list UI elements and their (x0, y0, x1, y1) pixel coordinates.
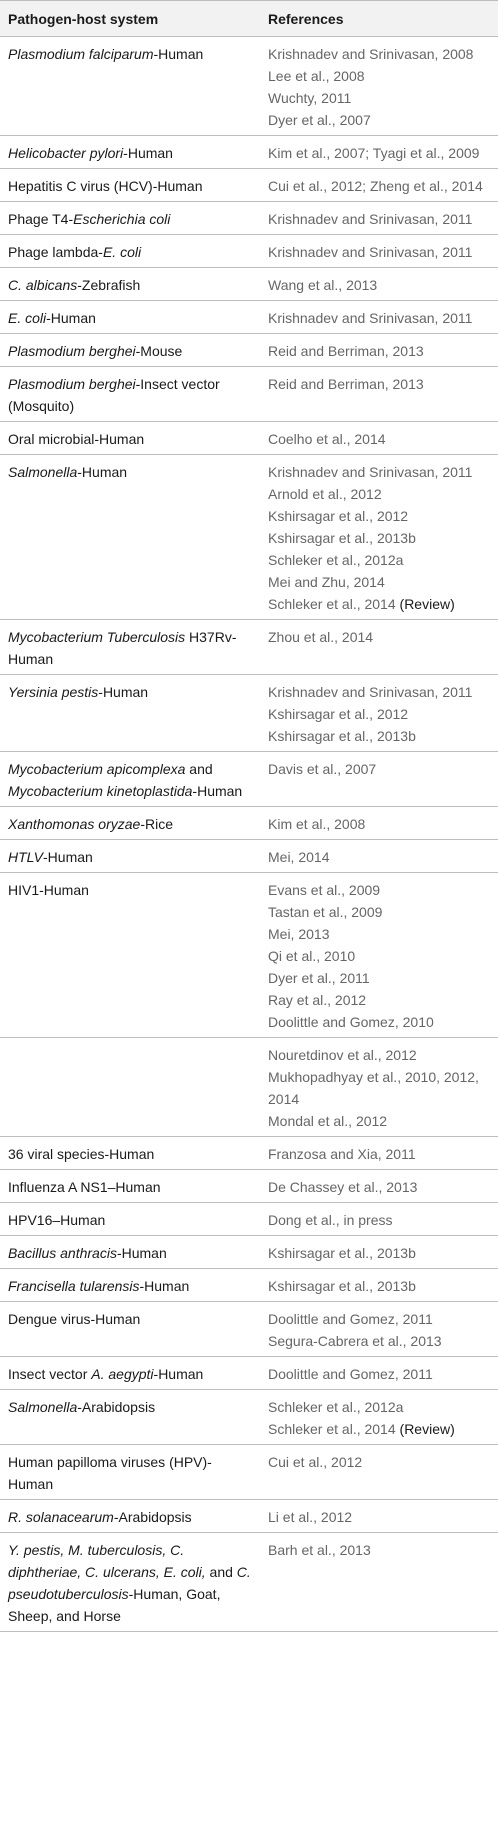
reference-link[interactable]: Kshirsagar et al., 2013b (268, 1245, 416, 1261)
references-cell (260, 268, 498, 301)
table-row (0, 1137, 498, 1170)
pathogen-host-cell (0, 455, 260, 620)
references-cell (260, 1302, 498, 1357)
references-cell (260, 235, 498, 268)
table-row (0, 235, 498, 268)
references-cell (260, 1269, 498, 1302)
reference-link[interactable]: Krishnadev and Srinivasan, 2011 (268, 211, 473, 227)
references-cell (260, 620, 498, 675)
reference-link[interactable]: Arnold et al., 2012 (268, 486, 382, 502)
species-name: E. coli (102, 244, 142, 260)
table-row (0, 1203, 498, 1236)
species-name: Yersinia pestis (8, 684, 99, 700)
reference-link[interactable]: Barh et al., 2013 (268, 1542, 371, 1558)
reference-link[interactable]: Evans et al., 2009 (268, 882, 381, 898)
pathogen-host-cell (0, 235, 260, 268)
references-cell (260, 873, 498, 1038)
host-text: -Mouse (135, 343, 183, 359)
table-row (0, 301, 498, 334)
table-row (0, 334, 498, 367)
host-text: -Human (153, 1366, 204, 1382)
pathogen-host-cell (0, 1500, 260, 1533)
pathogen-host-cell (0, 840, 260, 873)
pathogen-host-cell (0, 1236, 260, 1269)
reference-link[interactable]: Coelho et al., 2014 (268, 431, 386, 447)
table-row (0, 1302, 498, 1357)
species-name: C. albicans (8, 277, 78, 293)
reference-link[interactable]: Krishnadev and Srinivasan, 2011 (268, 684, 473, 700)
reference-link[interactable]: Doolittle and Gomez, 2011 (268, 1311, 433, 1327)
host-text: Human papilloma viruses (HPV)-Human (8, 1454, 212, 1492)
host-text: Insect vector (8, 1366, 92, 1382)
reference-link[interactable]: Kshirsagar et al., 2012 (268, 508, 409, 524)
reference-link[interactable]: Mei and Zhu, 2014 (268, 574, 385, 590)
table-row (0, 752, 498, 807)
table-row (0, 1533, 498, 1632)
table-row (0, 675, 498, 752)
references-cell (260, 1390, 498, 1445)
references-cell (260, 367, 498, 422)
reference-link[interactable]: Doolittle and Gomez, 2011 (268, 1366, 433, 1382)
references-cell (260, 1137, 498, 1170)
pathogen-host-cell (0, 1445, 260, 1500)
references-cell (260, 455, 498, 620)
table-row (0, 367, 498, 422)
table-row (0, 807, 498, 840)
reference-link[interactable]: Kshirsagar et al., 2013b (268, 530, 416, 546)
references-cell (260, 202, 498, 235)
reference-link[interactable]: Schleker et al., 2012a (268, 1399, 404, 1415)
species-name: Plasmodium falciparum (8, 46, 154, 62)
reference-link[interactable]: Krishnadev and Srinivasan, 2011 (268, 310, 473, 326)
pathogen-host-cell (0, 675, 260, 752)
reference-link[interactable]: Segura-Cabrera et al., 2013 (268, 1333, 442, 1349)
reference-link[interactable]: Reid and Berriman, 2013 (268, 376, 424, 392)
references-cell (260, 169, 498, 202)
table-row (0, 268, 498, 301)
host-text: Influenza A NS1–Human (8, 1179, 161, 1195)
host-text: -Rice (140, 816, 173, 832)
host-text: -Arabidopsis (113, 1509, 192, 1525)
review-note: (Review) (399, 596, 455, 612)
references-cell (260, 1533, 498, 1632)
reference-link[interactable]: Reid and Berriman, 2013 (268, 343, 424, 359)
references-cell (260, 752, 498, 807)
pathogen-host-cell (0, 367, 260, 422)
species-name: Bacillus anthracis (8, 1245, 117, 1261)
host-text: -Arabidopsis (77, 1399, 156, 1415)
host-text: -Insect vector (Mosquito) (8, 376, 220, 414)
table-row (0, 1445, 498, 1500)
reference-link[interactable]: Wuchty, 2011 (268, 90, 352, 106)
table-row (0, 422, 498, 455)
reference-link[interactable]: Qi et al., 2010 (268, 948, 356, 964)
species-name: Plasmodium berghei (8, 343, 136, 359)
pathogen-host-cell (0, 136, 260, 169)
host-text: Phage lambda- (8, 244, 103, 260)
host-text: -Human (153, 46, 204, 62)
reference-link[interactable]: Schleker et al., 2014 (Review) (268, 1421, 455, 1437)
host-text: H37Rv-Human (8, 629, 237, 667)
host-text: Oral microbial-Human (8, 431, 145, 447)
reference-link[interactable]: Krishnadev and Srinivasan, 2011 (268, 464, 473, 480)
references-cell (260, 1357, 498, 1390)
pathogen-host-cell (0, 1137, 260, 1170)
host-text: -Human (77, 464, 128, 480)
table-row (0, 1269, 498, 1302)
reference-link[interactable]: Doolittle and Gomez, 2010 (268, 1014, 434, 1030)
host-text: Dengue virus-Human (8, 1311, 141, 1327)
pathogen-host-cell (0, 1533, 260, 1632)
species-name: Mycobacterium apicomplexa (8, 761, 186, 777)
review-note: (Review) (399, 1421, 455, 1437)
reference-link[interactable]: Cui et al., 2012 (268, 1454, 363, 1470)
table-row (0, 840, 498, 873)
table-row (0, 620, 498, 675)
pathogen-host-cell (0, 1390, 260, 1445)
pathogen-host-cell (0, 873, 260, 1038)
host-text: -Human (116, 1245, 167, 1261)
host-text: Hepatitis C virus (HCV)-Human (8, 178, 203, 194)
table-row (0, 1357, 498, 1390)
reference-link[interactable]: Kshirsagar et al., 2013b (268, 1278, 416, 1294)
references-cell (260, 1236, 498, 1269)
reference-link[interactable]: Kim et al., 2007; Tyagi et al., 2009 (268, 145, 480, 161)
reference-link[interactable]: Mei, 2014 (268, 849, 330, 865)
reference-link[interactable]: Wang et al., 2013 (268, 277, 378, 293)
reference-link[interactable]: Kshirsagar et al., 2013b (268, 728, 416, 744)
host-text: Phage T4- (8, 211, 74, 227)
species-name: Francisella tularensis (8, 1278, 140, 1294)
pathogen-host-cell (0, 169, 260, 202)
reference-link[interactable]: Li et al., 2012 (268, 1509, 353, 1525)
reference-link[interactable]: Mondal et al., 2012 (268, 1113, 388, 1129)
reference-link[interactable]: Davis et al., 2007 (268, 761, 377, 777)
references-cell (260, 301, 498, 334)
reference-link[interactable]: Krishnadev and Srinivasan, 2008 (268, 46, 474, 62)
species-name: R. solanacearum (8, 1509, 114, 1525)
host-text: -Zebrafish (77, 277, 141, 293)
pathogen-host-cell (0, 37, 260, 136)
table-row (0, 1170, 498, 1203)
pathogen-host-cell (0, 1170, 260, 1203)
host-text: -Human (43, 849, 93, 865)
pathogen-host-cell (0, 202, 260, 235)
pathogen-host-cell (0, 301, 260, 334)
species-name: C. pseudotuberculosis (8, 1564, 251, 1602)
table-row (0, 1390, 498, 1445)
reference-link[interactable]: Lee et al., 2008 (268, 68, 365, 84)
species-name: Salmonella (8, 1399, 78, 1415)
reference-link[interactable]: Mei, 2013 (268, 926, 330, 942)
pathogen-host-cell (0, 1203, 260, 1236)
reference-link[interactable]: Kshirsagar et al., 2012 (268, 706, 409, 722)
host-text: HPV16–Human (8, 1212, 106, 1228)
pathogen-host-cell (0, 620, 260, 675)
references-cell (260, 807, 498, 840)
reference-link[interactable]: Ray et al., 2012 (268, 992, 367, 1008)
header-references: References (260, 1, 498, 37)
species-name: A. aegypti (91, 1366, 154, 1382)
pathogen-host-cell (0, 1269, 260, 1302)
reference-link[interactable]: Dong et al., in press (268, 1212, 393, 1228)
references-cell (260, 1038, 498, 1137)
references-cell (260, 1203, 498, 1236)
species-name: Mycobacterium Tuberculosis (8, 629, 186, 645)
host-text: -Human (192, 783, 243, 799)
reference-link[interactable]: Schleker et al., 2012a (268, 552, 404, 568)
species-name: HTLV (8, 849, 44, 865)
references-cell (260, 675, 498, 752)
table-row (0, 1038, 498, 1137)
species-name: Plasmodium berghei (8, 376, 136, 392)
references-cell (260, 334, 498, 367)
species-name: Y. pestis, M. tuberculosis, C. diphtheriae, C. ulcerans, E. coli, (8, 1542, 206, 1580)
reference-link[interactable]: Kim et al., 2008 (268, 816, 366, 832)
references-cell (260, 136, 498, 169)
table-body (0, 37, 498, 1632)
references-cell (260, 840, 498, 873)
host-text: -Human (139, 1278, 190, 1294)
reference-link[interactable]: Mukhopadhyay et al., 2010, 2012, 2014 (268, 1069, 479, 1107)
pathogen-host-cell (0, 1038, 260, 1137)
table-row (0, 455, 498, 620)
species-name: Salmonella (8, 464, 78, 480)
pathogen-host-cell (0, 1357, 260, 1390)
host-text: -Human (46, 310, 96, 326)
pathogen-host-cell (0, 807, 260, 840)
species-name: Xanthomonas oryzae (8, 816, 141, 832)
reference-link[interactable]: Cui et al., 2012; Zheng et al., 2014 (268, 178, 483, 194)
pathogen-host-cell (0, 1302, 260, 1357)
references-cell (260, 1500, 498, 1533)
pathogen-host-cell (0, 422, 260, 455)
references-cell (260, 1445, 498, 1500)
reference-link[interactable]: Dyer et al., 2011 (268, 970, 370, 986)
species-name: Helicobacter pylori (8, 145, 124, 161)
table-row (0, 202, 498, 235)
pathogen-host-cell (0, 268, 260, 301)
host-text: HIV1-Human (8, 882, 89, 898)
table-row (0, 873, 498, 1038)
header-row (0, 1, 498, 37)
table-row (0, 169, 498, 202)
host-text: -Human (98, 684, 149, 700)
reference-link[interactable]: Tastan et al., 2009 (268, 904, 383, 920)
species-name: Mycobacterium kinetoplastida (8, 783, 193, 799)
species-name: Escherichia coli (73, 211, 171, 227)
table-row (0, 136, 498, 169)
host-text: -Human (123, 145, 173, 161)
host-text: -Human, Goat, Sheep, and Horse (8, 1586, 221, 1624)
references-cell (260, 37, 498, 136)
pathogen-host-cell (0, 752, 260, 807)
references-cell (260, 422, 498, 455)
reference-link[interactable]: Franzosa and Xia, 2011 (268, 1146, 416, 1162)
references-cell (260, 1170, 498, 1203)
reference-link[interactable]: Krishnadev and Srinivasan, 2011 (268, 244, 473, 260)
reference-link[interactable]: Dyer et al., 2007 (268, 112, 371, 128)
host-text: 36 viral species-Human (8, 1146, 155, 1162)
table-row (0, 37, 498, 136)
host-text: and (205, 1564, 237, 1580)
reference-link[interactable]: De Chassey et al., 2013 (268, 1179, 418, 1195)
species-name: E. coli (8, 310, 47, 326)
reference-link[interactable]: Schleker et al., 2014 (Review) (268, 596, 455, 612)
host-text: and (185, 761, 213, 777)
header-pathogen-host-system: Pathogen-host system (0, 1, 260, 37)
reference-link[interactable]: Zhou et al., 2014 (268, 629, 374, 645)
pathogen-host-cell (0, 334, 260, 367)
reference-link[interactable]: Nouretdinov et al., 2012 (268, 1047, 417, 1063)
table-row (0, 1500, 498, 1533)
table-row (0, 1236, 498, 1269)
